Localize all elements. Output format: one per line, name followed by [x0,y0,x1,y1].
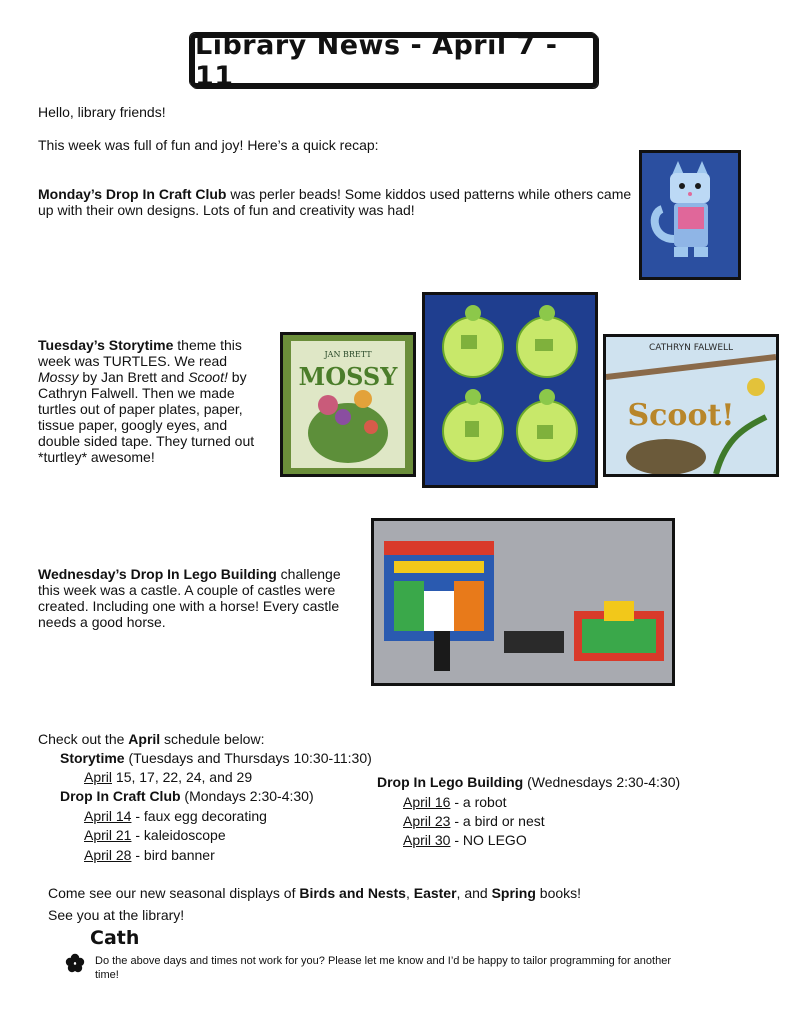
monday-paragraph [38,186,634,218]
newsletter-title: Library News - April 7 - 11 [195,29,558,92]
mossy-author: JAN BRETT [324,350,372,359]
schedule-intro-text-a: Check out the [38,731,129,747]
craft-time: (Mondays 2:30-4:30) [180,788,314,804]
perler-cat-photo [639,150,741,280]
lego-item-desc: - a bird or nest [450,813,545,829]
closing-text-c: , [405,885,414,901]
lego-item-desc: - NO LEGO [450,832,527,848]
tuesday-text-3: by Cathryn Falwell. Then we made turtles out of paper plates, paper, tissue paper, googly eyes, and double sided tape. They turned out *turtley* awesome! [38,369,255,465]
wednesday-paragraph [38,566,356,630]
schedule-intro-month: April [128,731,161,747]
wednesday-text: challenge this week was a castle. A couple of castles were created. Including one with a horse! Every castle needs a good horse. [38,566,341,630]
monday-lead: Monday’s Drop In Craft Club [38,186,227,202]
lego-item-desc: - a robot [450,794,507,810]
closing-spring: Spring [491,885,536,901]
turtle-crafts-photo [422,292,598,488]
craft-item [84,827,226,843]
craft-item [84,847,215,863]
closing-text-e: , and [456,885,492,901]
lego-label: Drop In Lego Building [377,774,524,790]
lego-time: (Wednesdays 2:30-4:30) [523,774,681,790]
mossy-book-cover [280,332,416,477]
intro: This week was full of fun and joy! Here’s a quick recap: [38,137,379,153]
lego-item-date: April 16 [403,794,451,810]
craft-item-desc: - faux egg decorating [131,808,267,824]
wednesday-lead: Wednesday’s Drop In Lego Building [38,566,277,582]
schedule-intro [38,731,264,747]
storytime-month-link: April [84,769,113,785]
lego-item [403,813,545,829]
craft-item-date: April 14 [84,808,132,824]
closing-easter: Easter [413,885,457,901]
tuesday-lead: Tuesday’s Storytime [38,337,174,353]
scoot-book-cover [603,334,779,477]
craft-item-desc: - bird banner [131,847,215,863]
craft-heading [60,788,314,804]
closing-text-g: books! [535,885,582,901]
tuesday-text-1: theme this week was TURTLES. We read [38,337,242,369]
schedule-intro-text-c: schedule below: [160,731,265,747]
greeting: Hello, library friends! [38,104,166,120]
scoot-author: CATHRYN FALWELL [648,343,734,353]
storytime-dates-line [84,769,252,785]
closing-text-a: Come see our new seasonal displays of [48,885,300,901]
lego-item-date: April 30 [403,832,451,848]
availability-note: Do the above days and times not work for you? Please let me know and I’d be happy to tailor programming for another time! [95,955,671,981]
lego-item [403,832,527,848]
closing-line [48,885,581,901]
signature: Cath [90,927,140,949]
scoot-title: Scoot! [627,398,735,433]
tuesday-text-2: by Jan Brett and [78,369,189,385]
lego-castle-photo [371,518,675,686]
craft-label: Drop In Craft Club [60,788,181,804]
craft-item [84,808,267,824]
tuesday-paragraph [38,337,270,465]
craft-item-date: April 21 [84,827,132,843]
craft-item-date: April 28 [84,847,132,863]
mossy-title: MOSSY [298,362,398,391]
monday-text: was perler beads! Some kiddos used patterns while others came up with their own designs. Lots of fun and creativity was had! [38,186,632,218]
storytime-heading [60,750,372,766]
book-title-scoot: Scoot! [188,369,228,385]
flower-icon [65,953,85,973]
closing-birds: Birds and Nests [299,885,406,901]
lego-item [403,794,507,810]
storytime-dates: 15, 17, 22, 24, and 29 [112,769,253,785]
newsletter-title-box [190,29,598,92]
see-you-line: See you at the library! [48,907,185,923]
storytime-time: (Tuesdays and Thursdays 10:30-11:30) [124,750,372,766]
craft-item-desc: - kaleidoscope [131,827,226,843]
storytime-label: Storytime [60,750,125,766]
lego-heading [377,774,680,790]
book-title-mossy: Mossy [38,369,79,385]
lego-item-date: April 23 [403,813,451,829]
